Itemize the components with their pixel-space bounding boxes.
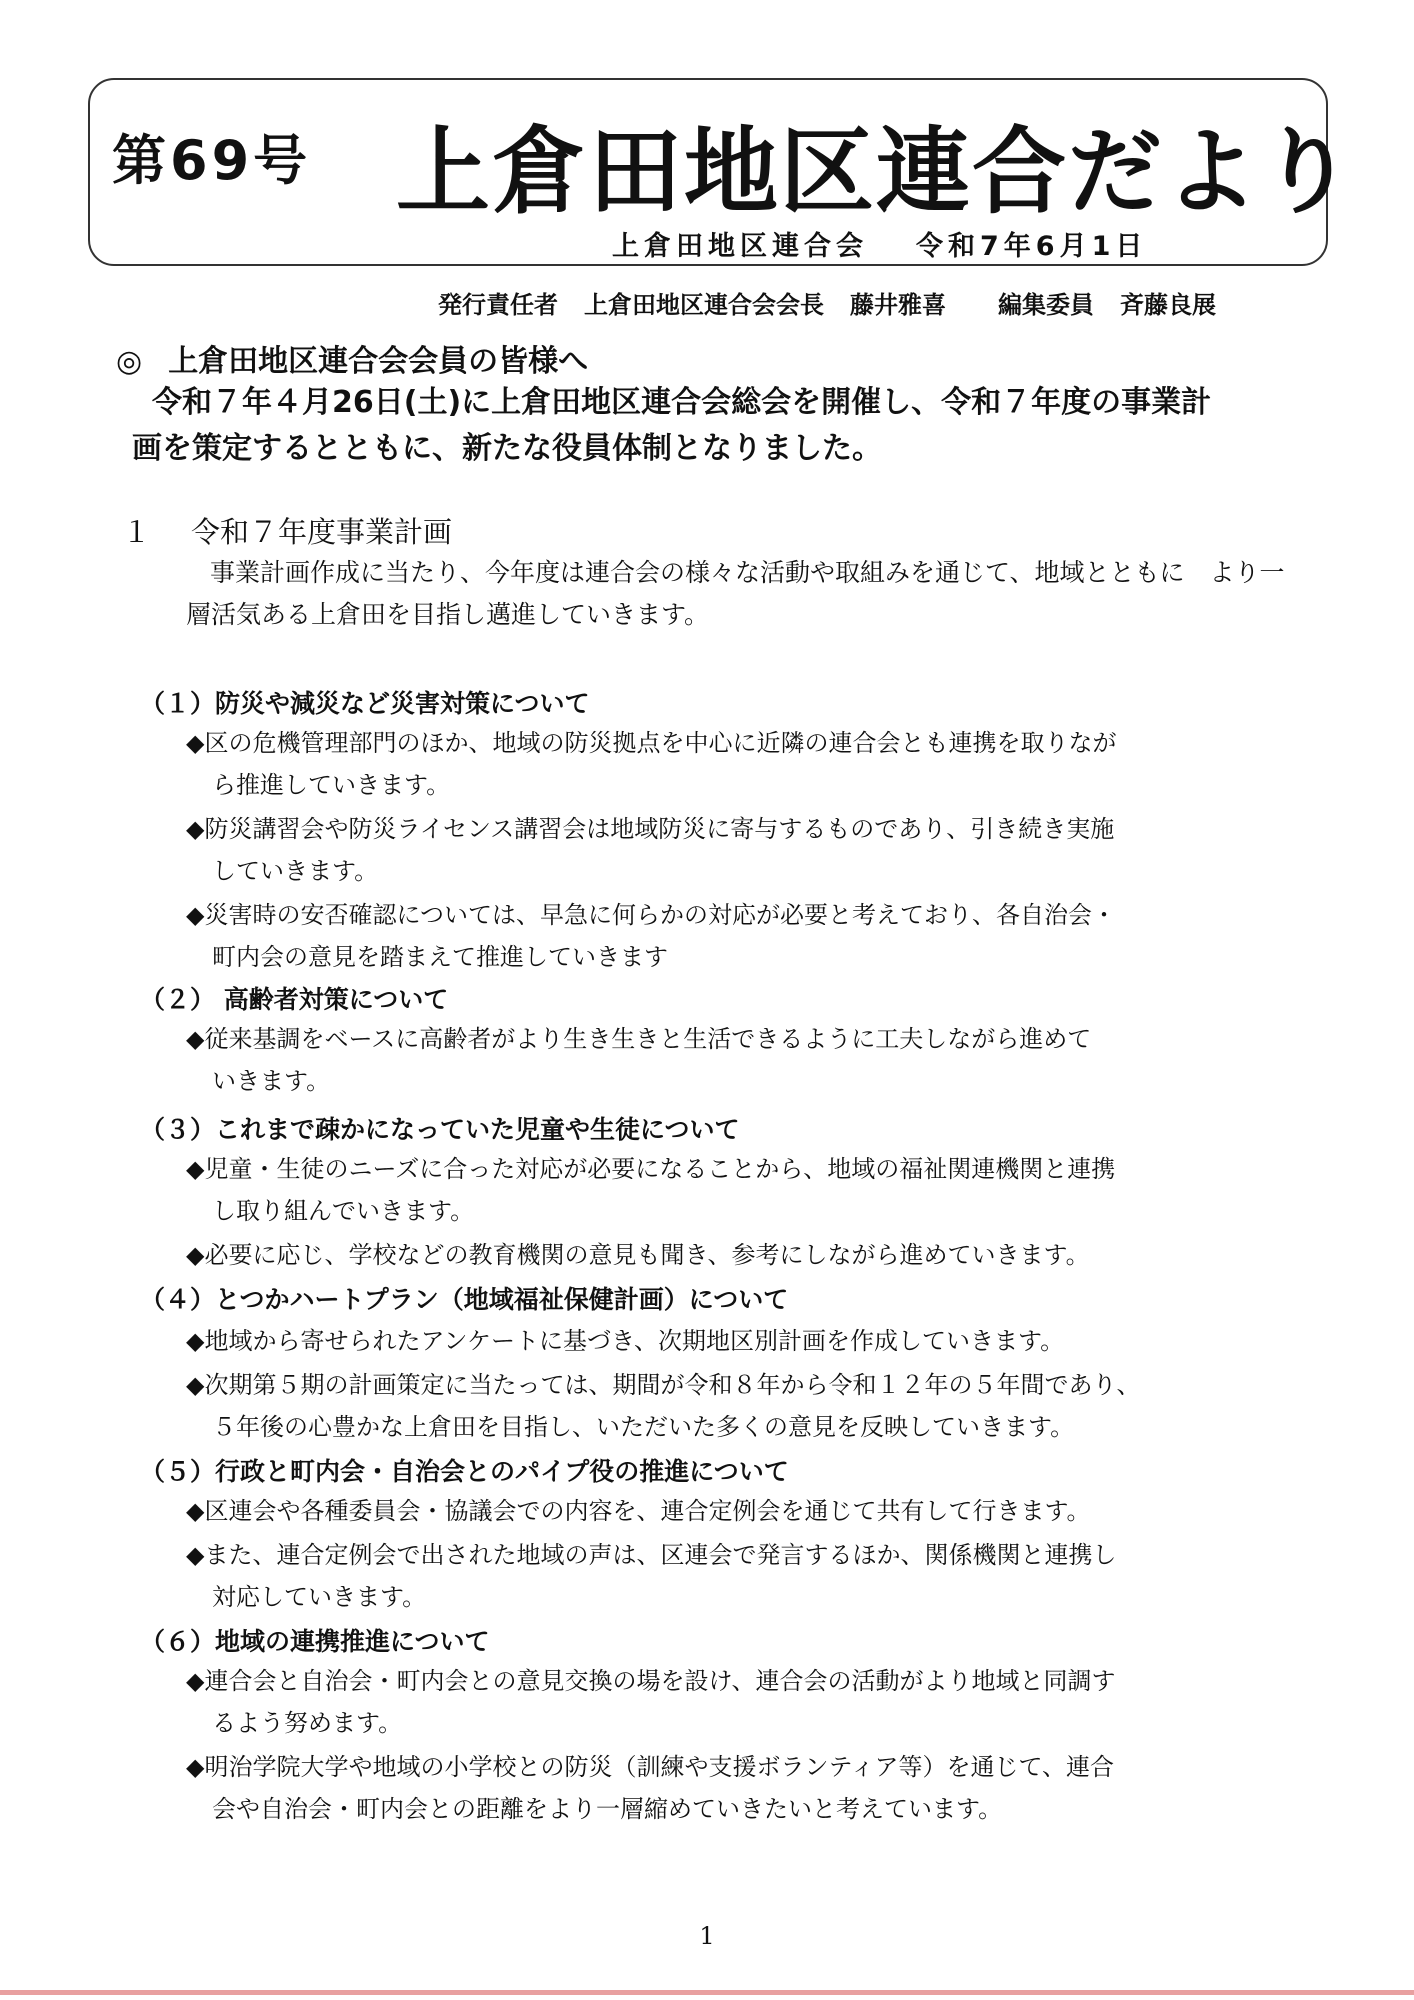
section-intro	[186, 552, 1336, 636]
bullet-line: ◆連合会と自治会・町内会との意見交換の場を設け、連合会の活動がより地域と同調す	[186, 1667, 1116, 1695]
greeting-body	[132, 380, 1342, 472]
bullet-line: ◆次期第５期の計画策定に当たっては、期間が令和８年から令和１２年の５年間であり、	[186, 1371, 1141, 1399]
item-heading-children: （３）これまで疎かになっていた児童や生徒について	[140, 1115, 740, 1144]
bullet-line: いきます。	[212, 1067, 331, 1095]
item-heading-government: （５）行政と町内会・自治会とのパイプ役の推進について	[140, 1457, 789, 1486]
bullet-line: るよう努めます。	[212, 1709, 403, 1737]
bottom-rule	[0, 1990, 1414, 1995]
section-heading	[122, 510, 452, 551]
item-heading-elderly: （２） 高齢者対策について	[140, 985, 449, 1014]
bullet-item	[186, 1018, 1246, 1102]
bullet-item	[186, 1320, 1246, 1362]
page-number: 1	[699, 1922, 715, 1950]
newsletter-title: 上倉田地区連合だより	[396, 118, 1357, 227]
publisher-name: 藤井雅喜	[850, 291, 946, 319]
publisher-line	[438, 285, 1242, 320]
item-heading-heartplan: （４）とつかハートプラン（地域福祉保健計画）について	[140, 1285, 789, 1314]
bullet-line: ◆明治学院大学や地域の小学校との防災（訓練や支援ボランティア等）を通じて、連合	[186, 1753, 1115, 1781]
bullet-line: ◆区の危機管理部門のほか、地域の防災拠点を中心に近隣の連合会とも連携を取りなが	[186, 729, 1117, 757]
organization-name: 上倉田地区連合会	[612, 231, 868, 262]
bullet-line: ◆災害時の安否確認については、早急に何らかの対応が必要と考えており、各自治会・	[186, 901, 1116, 929]
bullet-line: 町内会の意見を踏まえて推進していきます	[212, 943, 668, 971]
bullet-item	[186, 1364, 1246, 1448]
issue-date: 令和7年6月1日	[916, 231, 1148, 262]
bullet-line: し取り組んでいきます。	[212, 1197, 475, 1225]
section-number: １	[122, 515, 152, 549]
bullet-line: ら推進していきます。	[212, 771, 451, 799]
bullet-item	[186, 1746, 1246, 1830]
editor-name: 斉藤良展	[1120, 291, 1216, 319]
organization-date-line	[612, 224, 1147, 263]
bullet-line: ◆また、連合定例会で出された地域の声は、区連会で発言するほか、関係機関と連携し	[186, 1541, 1117, 1569]
bullet-line: ◆区連会や各種委員会・協議会での内容を、連合定例会を通じて共有して行きます。	[186, 1497, 1091, 1525]
bullet-item	[186, 1660, 1246, 1744]
intro-line: 層活気ある上倉田を目指し邁進していきます。	[186, 600, 710, 629]
bullet-line: ◆従来基調をベースに高齢者がより生き生きと生活できるように工夫しながら進めて	[186, 1025, 1092, 1053]
bullet-item	[186, 808, 1246, 892]
editor-label: 編集委員	[998, 291, 1094, 319]
item-heading-cooperation: （６）地域の連携推進について	[140, 1627, 490, 1656]
bullet-item	[186, 722, 1246, 806]
double-circle-mark: ◎	[116, 344, 143, 379]
item-heading-disaster: （１）防災や減災など災害対策について	[140, 689, 590, 718]
section-title: 令和７年度事業計画	[191, 515, 453, 549]
greeting-line: 令和７年４月26日(土)に上倉田地区連合会総会を開催し、令和７年度の事業計	[152, 385, 1212, 420]
bullet-line: していきます。	[212, 857, 379, 885]
publisher-title: 上倉田地区連合会会長	[584, 291, 824, 319]
bullet-item	[186, 1534, 1246, 1618]
greeting-heading	[116, 336, 588, 380]
bullet-line: ◆防災講習会や防災ライセンス講習会は地域防災に寄与するものであり、引き続き実施	[186, 815, 1115, 843]
issue-number: 第69号	[112, 129, 312, 192]
greeting-title: 上倉田地区連合会会員の皆様へ	[168, 344, 589, 379]
bullet-line: ◆必要に応じ、学校などの教育機関の意見も聞き、参考にしながら進めていきます。	[186, 1241, 1090, 1269]
publisher-label: 発行責任者	[438, 291, 558, 319]
bullet-item	[186, 1234, 1246, 1276]
bullet-line: 会や自治会・町内会との距離をより一層縮めていきたいと考えています。	[212, 1795, 1003, 1823]
bullet-line: ◆地域から寄せられたアンケートに基づき、次期地区別計画を作成していきます。	[186, 1327, 1065, 1355]
greeting-line: 画を策定するとともに、新たな役員体制となりました。	[132, 431, 882, 466]
bullet-line: 対応していきます。	[212, 1583, 427, 1611]
bullet-line: ◆児童・生徒のニーズに合った対応が必要になることから、地域の福祉関連機関と連携	[186, 1155, 1116, 1183]
bullet-item	[186, 1490, 1246, 1532]
bullet-item	[186, 1148, 1246, 1232]
intro-line: 事業計画作成に当たり、今年度は連合会の様々な活動や取組みを通じて、地域とともに より一	[210, 558, 1285, 587]
bullet-item	[186, 894, 1246, 978]
bullet-line: ５年後の心豊かな上倉田を目指し、いただいた多くの意見を反映していきます。	[212, 1413, 1075, 1441]
